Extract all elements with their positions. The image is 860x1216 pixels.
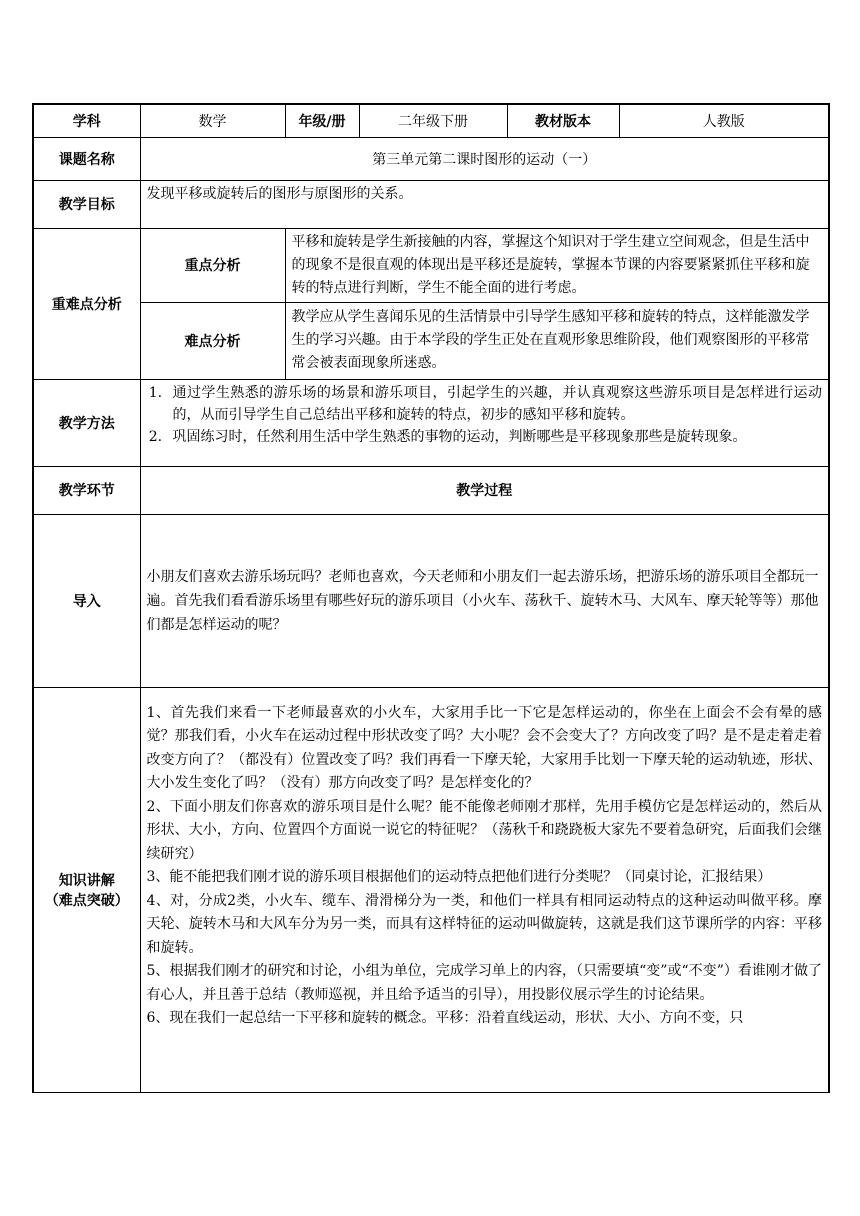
teaching-methods-cell [140, 379, 829, 466]
subject-value: 数学 [140, 104, 285, 137]
teaching-goal-row [33, 180, 829, 228]
knowledge-label-line1: 知识讲解 [58, 872, 115, 889]
knowledge-paragraph: 5、根据我们刚才的研究和讨论，小组为单位，完成学习单上的内容，（只需要填“变”或“不变”）看谁刚才做了有心人，并且善于总结（教师巡视，并且给予适当的引导），用投影仪展示学生的讨论结果。 [146, 963, 822, 1003]
introduction-row [33, 514, 829, 687]
introduction-text: 小朋友们喜欢去游乐场玩吗？老师也喜欢，今天老师和小朋友们一起去游乐场，把游乐场的游乐项目全都玩一遍。首先我们看看游乐场里有哪些好玩的游乐项目（小火车、荡秋千、旋转木马、大风车、摩天轮等等）那他们都是怎样运动的呢？ [140, 514, 829, 687]
teaching-method-item: 1. 通过学生熟悉的游乐场的场景和游乐项目，引起学生的兴趣，并认真观察这些游乐项目是怎样进行运动的，从而引导学生自己总结出平移和旋转的特点，初步的感知平移和旋转。 [167, 382, 823, 426]
teaching-goal-label: 教学目标 [33, 180, 140, 228]
knowledge-paragraph: 2、下面小朋友们你喜欢的游乐项目是什么呢？能不能像老师刚才那样，先用手模仿它是怎样运动的，然后从形状、大小，方向、位置四个方面说一说它的特征呢？（荡秋千和跷跷板大家先不要着急研究，后面我们会继续研究） [146, 798, 822, 862]
header-info-row [33, 104, 829, 137]
process-header-row [33, 466, 829, 514]
grade-label: 年级/册 [285, 104, 359, 137]
introduction-label: 导入 [33, 514, 140, 687]
analysis-label: 重难点分析 [33, 228, 140, 379]
textbook-label: 教材版本 [507, 104, 619, 137]
grade-value: 二年级下册 [359, 104, 507, 137]
knowledge-content [140, 687, 829, 1092]
difficult-analysis-row [33, 302, 829, 379]
knowledge-paragraph: 3、能不能把我们刚才说的游乐项目根据他们的运动特点把他们进行分类呢？（同桌讨论，汇报结果） [146, 869, 772, 885]
lesson-title-row [33, 137, 829, 180]
teaching-method-item: 2. 巩固练习时，任然利用生活中学生熟悉的事物的运动，判断哪些是平移现象那些是旋转现象。 [167, 426, 823, 448]
knowledge-paragraph: 1、首先我们来看一下老师最喜欢的小火车，大家用手比一下它是怎样运动的，你坐在上面会不会有晕的感觉？那我们看，小火车在运动过程中形状改变了吗？大小呢？会不会变大了？方向改变了吗？是不是走着走着改变方向了？（都没有）位置改变了吗？我们再看一下摩天轮，大家用手比划一下摩天轮的运动轨迹，形状、大小发生变化了吗？（没有）那方向改变了吗？是怎样变化的？ [146, 704, 822, 791]
difficult-analysis-text: 教学应从学生喜闻乐见的生活情景中引导学生感知平移和旋转的特点，这样能激发学生的学习兴趣。由于本学段的学生正处在直观形象思维阶段，他们观察图形的平移常常会被表面现象所迷惑。 [285, 302, 829, 379]
knowledge-label [33, 687, 140, 1092]
teaching-process-header: 教学过程 [140, 466, 829, 514]
knowledge-paragraph: 4、对，分成2类，小火车、缆车、滑滑梯分为一类，和他们一样具有相同运动特点的这种运动叫做平移。摩天轮、旋转木马和大风车分为另一类，而具有这样特征的运动叫做旋转，这就是我们这节课所学的内容：平移和旋转。 [146, 892, 822, 956]
teaching-stage-header: 教学环节 [33, 466, 140, 514]
knowledge-paragraph: 6、现在我们一起总结一下平移和旋转的概念。平移：沿着直线运动，形状、大小、方向不变，只 [146, 1010, 744, 1026]
teaching-methods-list [147, 382, 823, 448]
subject-label: 学科 [33, 104, 140, 137]
lesson-plan-table [32, 103, 830, 1093]
knowledge-row [33, 687, 829, 1092]
teaching-methods-label: 教学方法 [33, 379, 140, 466]
key-analysis-text: 平移和旋转是学生新接触的内容，掌握这个知识对于学生建立空间观念，但是生活中的现象不是很直观的体现出是平移还是旋转，掌握本节课的内容要紧紧抓住平移和旋转的特点进行判断，学生不能全面的进行考虑。 [285, 228, 829, 302]
difficult-analysis-label: 难点分析 [140, 302, 285, 379]
key-analysis-label: 重点分析 [140, 228, 285, 302]
lesson-title-value: 第三单元第二课时图形的运动（一） [140, 137, 829, 180]
teaching-goal-text: 发现平移或旋转后的图形与原图形的关系。 [140, 180, 829, 228]
textbook-value: 人教版 [619, 104, 829, 137]
knowledge-label-line2: （难点突破） [44, 892, 129, 909]
knowledge-content-clip [147, 702, 823, 1092]
teaching-methods-row [33, 379, 829, 466]
key-analysis-row [33, 228, 829, 302]
lesson-title-label: 课题名称 [33, 137, 140, 180]
